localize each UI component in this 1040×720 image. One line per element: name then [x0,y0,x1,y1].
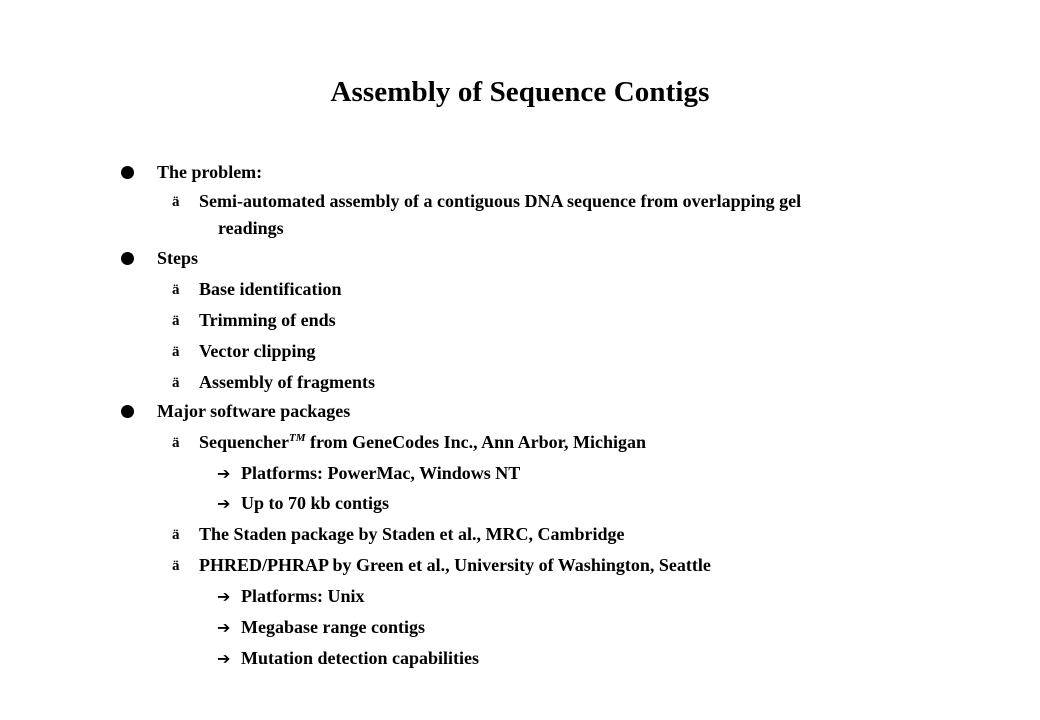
list-item-sequencher-detail: Up to 70 kb contigs [241,493,390,513]
arrow-right-icon: ➔ [217,587,231,606]
bullet-dot-icon [121,405,134,418]
bullet-a-umlaut-icon: ä [172,435,180,451]
bullet-a-umlaut-icon: ä [172,558,180,574]
list-item-problem-sub: Semi-automated assembly of a contiguous DNA sequence from overlapping gel [199,191,802,211]
list-item-phred: PHRED/PHRAP by Green et al., University of Washington, Seattle [199,555,711,575]
slide-title: Assembly of Sequence Contigs [330,76,710,108]
list-item-staden: The Staden package by Staden et al., MRC, Cambridge [199,524,625,544]
list-item-phred-detail: Megabase range contigs [241,617,425,637]
list-item-problem-sub-continued: readings [218,218,284,238]
bullet-a-umlaut-icon: ä [172,375,180,391]
bullet-dot-icon [121,252,134,265]
list-item-step: Vector clipping [199,341,316,361]
arrow-right-icon: ➔ [217,464,231,483]
list-item-step: Trimming of ends [199,310,336,330]
list-item-phred-detail: Mutation detection capabilities [241,648,479,668]
bullet-a-umlaut-icon: ä [172,344,180,360]
list-item-step: Base identification [199,279,342,299]
sequencher-vendor: from GeneCodes Inc., Ann Arbor, Michigan [305,432,647,452]
list-item-phred-detail: Platforms: Unix [241,586,365,606]
arrow-right-icon: ➔ [217,618,231,637]
list-item-software: Major software packages [157,401,351,421]
list-item-steps: Steps [157,248,199,268]
bullet-a-umlaut-icon: ä [172,194,180,210]
arrow-right-icon: ➔ [217,649,231,668]
sequencher-name: Sequencher [199,432,289,452]
list-item-sequencher-detail: Platforms: PowerMac, Windows NT [241,463,521,483]
arrow-right-icon: ➔ [217,494,231,513]
list-item-problem: The problem: [157,162,263,182]
bullet-a-umlaut-icon: ä [172,527,180,543]
list-item-step: Assembly of fragments [199,372,375,392]
trademark-superscript: TM [289,432,306,444]
bullet-dot-icon [121,166,134,179]
bullet-a-umlaut-icon: ä [172,282,180,298]
list-item-sequencher [199,429,646,455]
bullet-a-umlaut-icon: ä [172,313,180,329]
